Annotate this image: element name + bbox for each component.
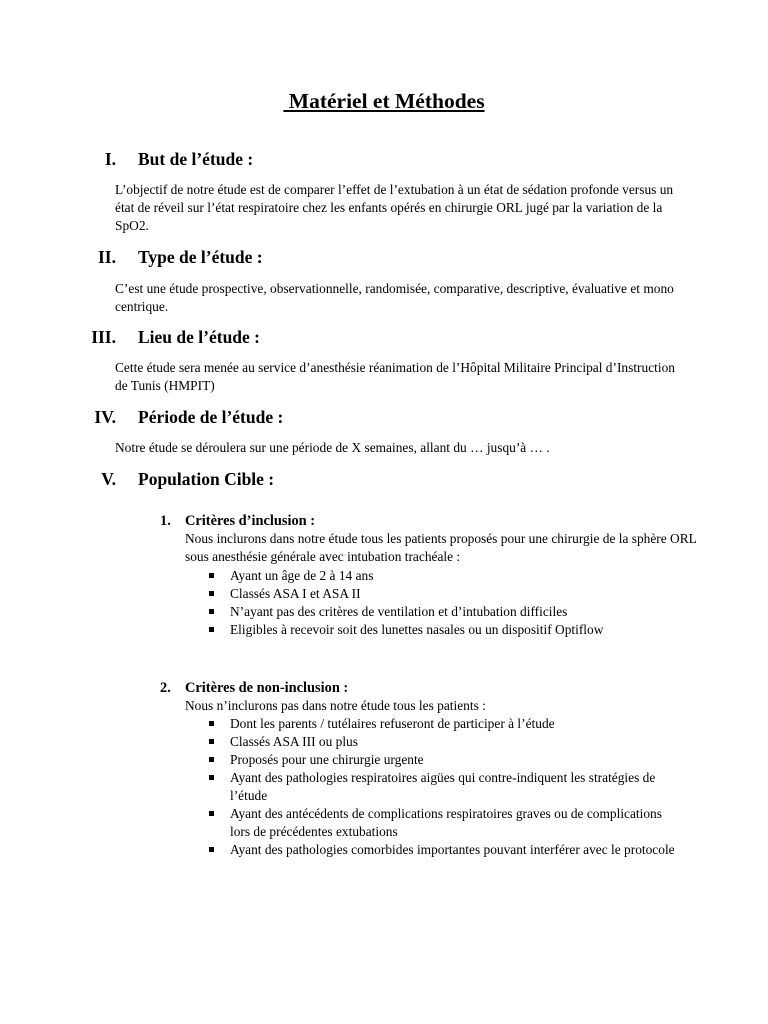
subsection-title: Critères d’inclusion : [185,513,316,529]
list-item-text: Dont les parents / tutélaires refuseront de participer à l’étude [230,716,555,731]
bullet-icon [209,591,214,596]
list-item-text: Ayant des pathologies respiratoires aigües qui contre-indiquent les stratégies de l’étude [230,770,656,803]
section-title: But de l’étude : [138,149,254,169]
section-text-lieu: Cette étude sera menée au service d’anesthésie réanimation de l’Hôpital Militaire Principal d’Instruction de Tunis (HMPIT) [115,360,675,394]
section-number: IV. [94,407,116,427]
bullet-icon [209,721,214,726]
bullet-icon [209,609,214,614]
subsection-number: 2. [160,680,171,696]
bullet-icon [209,627,214,632]
section-text-type: C’est une étude prospective, observationnelle, randomisée, comparative, descriptive, évaluative et mono centrique. [115,281,674,315]
page-title-text: Matériel et Méthodes [283,89,485,113]
section-title: Période de l’étude : [138,407,284,427]
subsection-intro-inclusion: Nous inclurons dans notre étude tous les patients proposés pour une chirurgie de la sphère ORL sous anesthésie générale avec intubation trachéale : [185,531,697,564]
list-item [207,769,677,805]
section-title: Type de l’étude : [138,247,263,267]
non-inclusion-list [207,715,677,859]
section-title: Lieu de l’étude : [138,327,261,347]
bullet-icon [209,739,214,744]
list-item [207,751,677,769]
list-item-text: Ayant un âge de 2 à 14 ans [230,568,374,583]
page-title [0,87,768,115]
section-number: I. [104,149,116,169]
bullet-icon [209,847,214,852]
list-item [207,621,677,639]
list-item [207,585,677,603]
bullet-icon [209,573,214,578]
list-item [207,733,677,751]
section-number: II. [98,247,116,267]
list-item-text: Classés ASA I et ASA II [230,586,361,601]
bullet-icon [209,775,214,780]
list-item [207,715,677,733]
list-item-text: Proposés pour une chirurgie urgente [230,752,424,767]
inclusion-list [207,567,677,639]
bullet-icon [209,811,214,816]
bullet-icon [209,757,214,762]
list-item-text: N’ayant pas des critères de ventilation et d’intubation difficiles [230,604,568,619]
section-text-periode: Notre étude se déroulera sur une période de X semaines, allant du … jusqu’à … . [115,440,550,455]
section-number: V. [101,469,116,489]
subsection-title: Critères de non-inclusion : [185,680,349,696]
list-item [207,603,677,621]
section-text-but: L’objectif de notre étude est de comparer l’effet de l’extubation à un état de sédation profonde versus un état de réveil sur l’état respiratoire chez les enfants opérés en chirurgie ORL jugé par la variation de la SpO2. [115,182,674,234]
list-item-text: Ayant des antécédents de complications respiratoires graves ou de complications lors de précédentes extubations [230,806,662,839]
subsection-number: 1. [160,513,171,529]
list-item [207,567,677,585]
subsection-heading-inclusion [160,512,315,530]
list-item [207,805,677,841]
section-number: III. [91,327,116,347]
list-item-text: Classés ASA III ou plus [230,734,358,749]
list-item [207,841,677,859]
list-item-text: Eligibles à recevoir soit des lunettes nasales ou un dispositif Optiflow [230,622,604,637]
list-item-text: Ayant des pathologies comorbides importantes pouvant interférer avec le protocole [230,842,675,857]
section-title: Population Cible : [138,469,275,489]
subsection-intro-non-inclusion: Nous n’inclurons pas dans notre étude tous les patients : [185,698,486,713]
subsection-heading-non-inclusion [160,679,348,697]
